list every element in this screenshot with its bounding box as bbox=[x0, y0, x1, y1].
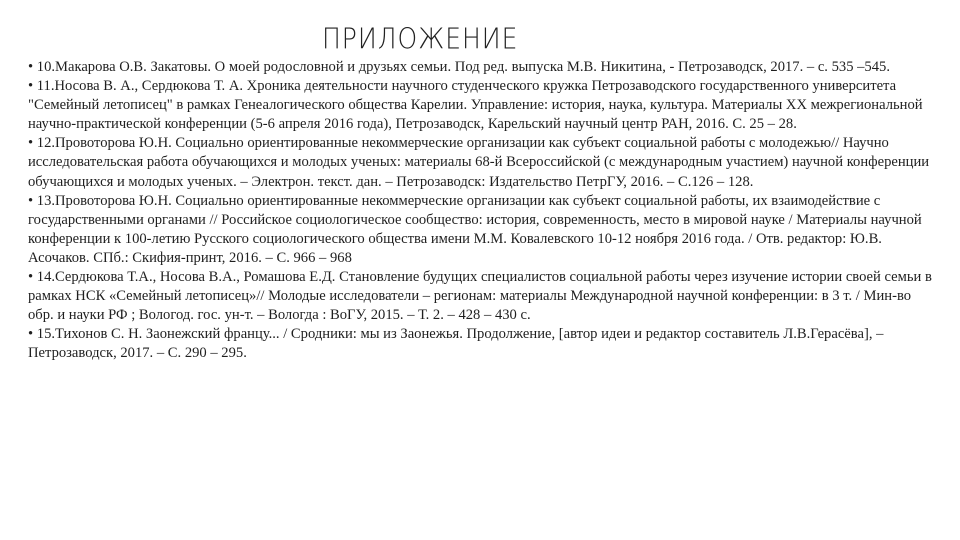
reference-text: 13.Провоторова Ю.Н. Социально ориентированные некоммерческие организации как субъект социальной работы, их взаимодействие с государственными органами // Российское социологическое сообщество: история, современность, место в мировой науке / Материалы научной конференции к 100-летию Русского социологического общества имени М.М. Ковалевского 10-12 ноября 2016 года. / Отв. редактор: Ю.В. Асочаков. СПб.: Скифия-принт, 2016. – С. 966 – 968 bbox=[28, 192, 922, 266]
bullet-icon: • bbox=[28, 269, 34, 286]
reference-text: 12.Провоторова Ю.Н. Социально ориентированные некоммерческие организации как субъект социальной работы с молодежью// Научно исследовательская работа обучающихся и молодых ученых: материалы 68-й Всероссийской (с международным участием) научной конференции обучающихся и молодых ученых. – Электрон. текст. дан. – Петрозаводск: Издательство ПетрГУ, 2016. – С.126 – 128. bbox=[28, 135, 930, 190]
reference-item bbox=[28, 134, 940, 191]
reference-item bbox=[28, 268, 940, 325]
reference-text: 15.Тихонов С. Н. Заонежский францу... / Сродники: мы из Заонежья. Продолжение, [автор идеи и редактор составитель Л.В.Герасёва], – Петрозаводск, 2017. – С. 290 – 295. bbox=[28, 326, 884, 362]
bullet-icon: • bbox=[28, 192, 34, 209]
reference-text: 10.Макарова О.В. Закатовы. О моей родословной и друзьях семьи. Под ред. выпуска М.В. Никитина, - Петрозаводск, 2017. – с. 535 –545. bbox=[36, 59, 890, 75]
reference-item bbox=[28, 192, 940, 268]
reference-item bbox=[28, 325, 940, 363]
reference-text: 11.Носова В. А., Сердюкова Т. А. Хроника деятельности научного студенческого кружка Петрозаводского государственного университета "Семейный летописец" в рамках Генеалогического общества Карелии. Управление: история, наука, культура. Материалы XX межрегиональной научно-практической конференции (5-6 апреля 2016 года), Петрозаводск, Карельский научный центр РАН, 2016. С. 25 – 28. bbox=[28, 78, 923, 133]
bullet-icon: • bbox=[28, 326, 34, 343]
bullet-icon: • bbox=[28, 78, 34, 95]
bullet-icon: • bbox=[28, 59, 34, 75]
reference-list bbox=[28, 58, 940, 364]
page-title: ПРИЛОЖЕНИЕ bbox=[322, 22, 519, 56]
bullet-icon: • bbox=[28, 135, 34, 152]
reference-text: 14.Сердюкова Т.А., Носова В.А., Ромашова Е.Д. Становление будущих специалистов социальной работы через изучение истории своей семьи в рамках НСК «Семейный летописец»// Молодые исследователи – регионам: материалы Международной научной конференции: в 3 т. / Мин-во обр. и науки РФ ; Вологод. гос. ун-т. – Вологда : ВоГУ, 2015. – Т. 2. – 428 – 430 с. bbox=[28, 269, 932, 324]
reference-item bbox=[28, 58, 940, 77]
reference-item bbox=[28, 77, 940, 134]
